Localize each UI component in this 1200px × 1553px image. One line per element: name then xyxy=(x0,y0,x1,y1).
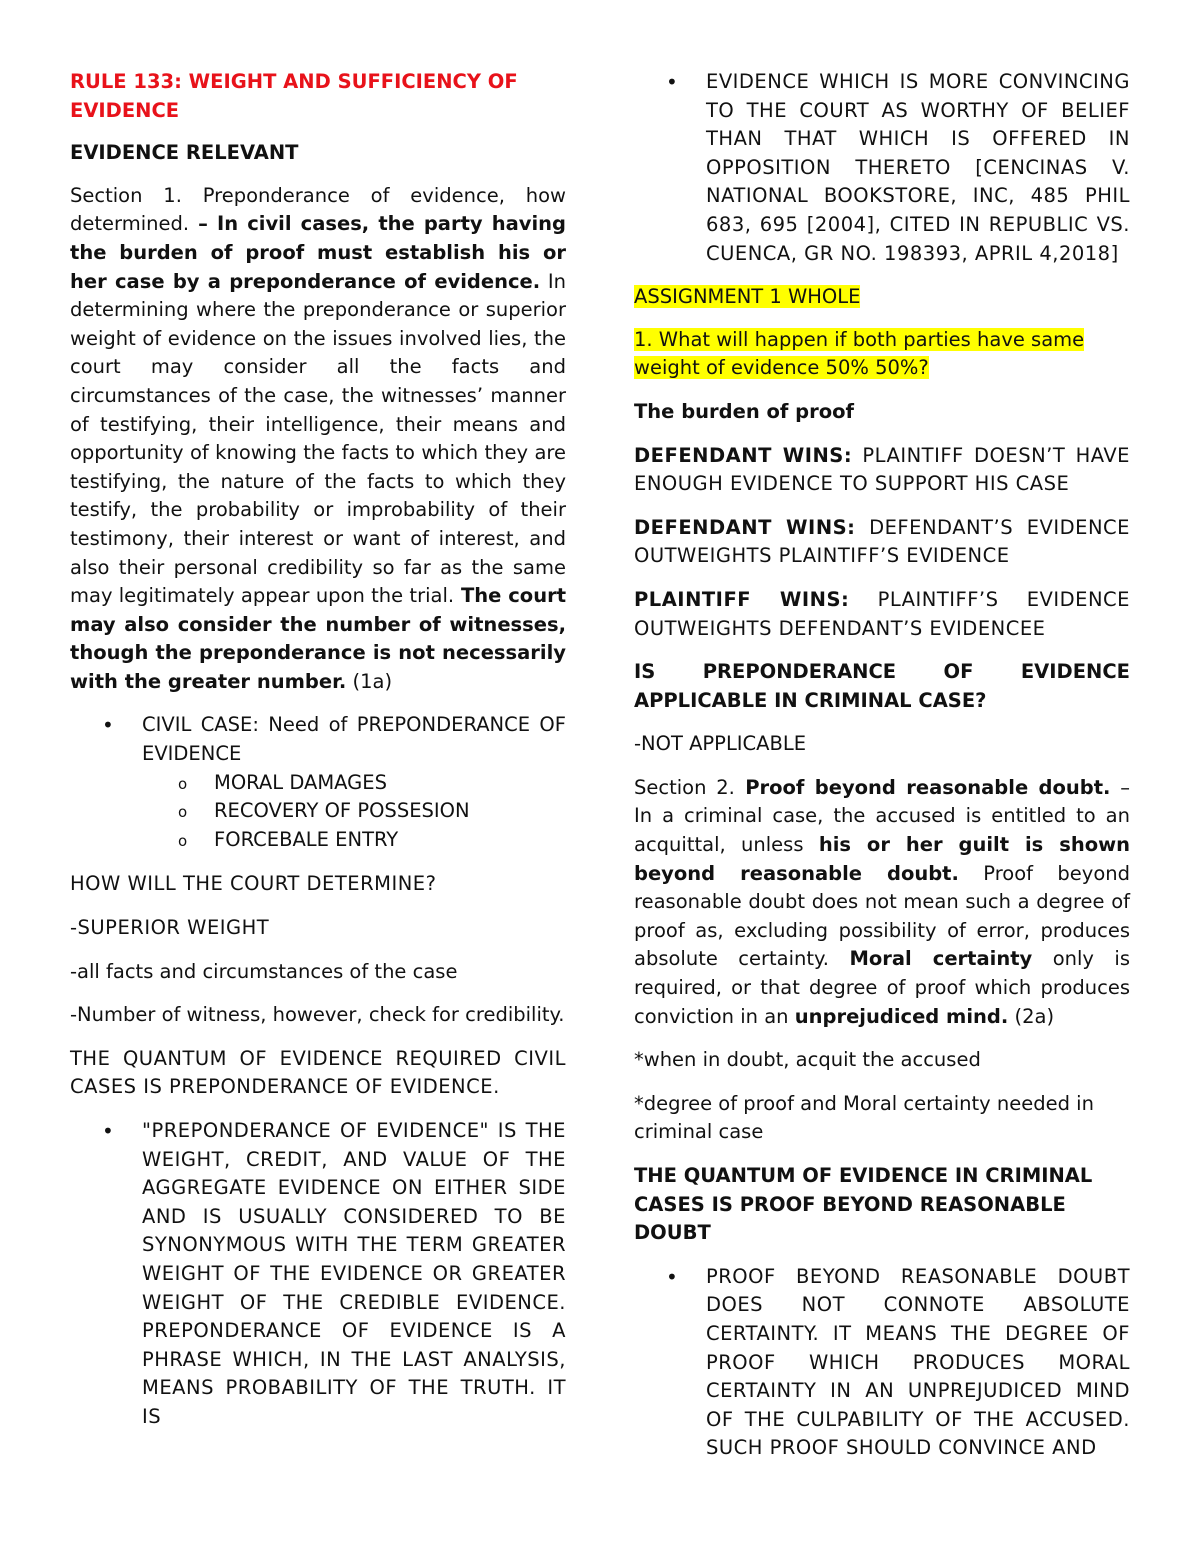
outcome-label: DEFENDANT WINS: xyxy=(634,443,853,467)
question-text: HOW WILL THE COURT DETERMINE? xyxy=(70,872,437,896)
answer-line: -all facts and circumstances of the case xyxy=(70,959,458,983)
list-item-continued xyxy=(634,68,1130,268)
sub-item: o FORCEBALE ENTRY xyxy=(70,826,566,855)
outcome-text: PLAINTIFF’S EVIDENCE OUTWEIGHTS DEFENDANT’S EVIDENCEE xyxy=(634,587,1130,640)
continuation-text: EVIDENCE WHICH IS MORE CONVINCING TO THE COURT AS WORTHY OF BELIEF THAN THAT WHICH IS OFFERED IN OPPOSITION THERETO [CENCINAS V. NATIONAL BOOKSTORE, INC, 485 PHIL 683, 695 [2004], CITED IN REPUBLIC VS. CUENCA, GR NO. 198393, APRIL 4,2018] xyxy=(706,70,1130,265)
question-highlight: 1. What will happen if both parties have same weight of evidence 50% 50%? xyxy=(634,327,1085,380)
criminal-answer: -NOT APPLICABLE xyxy=(634,732,807,756)
sub-item: o MORAL DAMAGES xyxy=(70,769,566,798)
civil-case-text: CIVIL CASE: Need of PREPONDERANCE OF EVIDENCE xyxy=(142,713,566,766)
quantum-statement: THE QUANTUM OF EVIDENCE REQUIRED CIVIL CASES IS PREPONDERANCE OF EVIDENCE. xyxy=(70,1046,566,1099)
note-line: *degree of proof and Moral certainty needed in criminal case xyxy=(634,1091,1094,1144)
outcome-text: PLAINTIFF DOESN’T HAVE ENOUGH EVIDENCE TO SUPPORT HIS CASE xyxy=(634,443,1130,496)
sub-list xyxy=(142,769,566,855)
answer-line: -SUPERIOR WEIGHT xyxy=(70,916,270,940)
section-1-title: Section 1. Preponderance of evidence, how determined. xyxy=(70,183,566,236)
burden-heading: The burden of proof xyxy=(634,399,855,423)
outcome-label: DEFENDANT WINS: xyxy=(634,515,856,539)
criminal-definition-list xyxy=(634,1263,1130,1463)
section-2-title: Section 2. xyxy=(634,775,735,799)
civil-case-list xyxy=(70,711,566,854)
right-column xyxy=(634,68,1130,1479)
definition-continuation xyxy=(634,68,1130,268)
section-2-bold-a: his or her guilt is shown beyond reasonable doubt. xyxy=(634,833,1131,885)
section-heading: EVIDENCE RELEVANT xyxy=(70,141,299,165)
answer-line: -Number of witness, however, check for credibility. xyxy=(70,1003,565,1027)
section-2-heading: Proof beyond reasonable doubt. xyxy=(734,775,1111,799)
definition-list xyxy=(70,1117,566,1432)
outcome-text: DEFENDANT’S EVIDENCE OUTWEIGHTS PLAINTIFF’S EVIDENCE xyxy=(634,515,1130,568)
section-2-body: only is required, or that degree of proof which produces conviction in an xyxy=(634,947,1130,1028)
list-item xyxy=(70,711,566,854)
outcome-3 xyxy=(634,586,1130,643)
section-1-bold-b: The court may also consider the number of witnesses, though the preponderance is not necessarily with the greater number. xyxy=(70,584,567,693)
quantum-statement-criminal: THE QUANTUM OF EVIDENCE IN CRIMINAL CASES IS PROOF BEYOND REASONABLE DOUBT xyxy=(634,1164,1093,1245)
section-2-body: – In a criminal case, the accused is entitled to an acquittal, unless xyxy=(634,775,1130,857)
outcome-label: PLAINTIFF WINS: xyxy=(634,587,850,611)
note-line: *when in doubt, acquit the accused xyxy=(634,1048,981,1072)
criminal-question: IS PREPONDERANCE OF EVIDENCE APPLICABLE IN CRIMINAL CASE? xyxy=(634,660,1130,712)
section-2-body: Proof beyond reasonable doubt does not mean such a degree of proof as, excluding possibility of error, produces absolute certainty. xyxy=(634,861,1130,971)
assignment-heading xyxy=(634,283,1130,312)
list-item: • PROOF BEYOND REASONABLE DOUBT DOES NOT CONNOTE ABSOLUTE CERTAINTY. IT MEANS THE DEGREE OF PROOF WHICH PRODUCES MORAL CERTAINTY IN AN UNPREJUDICED MIND OF THE CULPABILITY OF THE ACCUSED. SUCH PROOF SHOULD CONVINCE AND xyxy=(634,1263,1130,1463)
section-1-body: In determining where the preponderance or superior weight of evidence on the issues involved lies, the court may consider all the facts and circumstances of the case, the witnesses’ manner of testifying, their intelligence, their means and opportunity of knowing the facts to which they are testifying, the nature of the facts to which they testify, the probability or improbability of their testimony, their interest or want of interest, and also their personal credibility so far as the same may legitimately appear upon the trial. xyxy=(70,269,567,608)
sub-item: o RECOVERY OF POSSESION xyxy=(70,797,566,826)
outcome-2 xyxy=(634,514,1130,571)
assignment-label: ASSIGNMENT 1 WHOLE xyxy=(634,285,861,309)
left-column xyxy=(70,68,566,1448)
assignment-question xyxy=(634,326,1130,383)
page-title: RULE 133: WEIGHT AND SUFFICIENCY OF EVIDENCE xyxy=(70,70,518,122)
section-2-ref: (2a) xyxy=(1008,1004,1055,1028)
section-1-paragraph xyxy=(70,182,566,697)
section-2-bold-b: Moral certainty xyxy=(849,947,1033,971)
list-item: • "PREPONDERANCE OF EVIDENCE" IS THE WEIGHT, CREDIT, AND VALUE OF THE AGGREGATE EVIDENCE ON EITHER SIDE AND IS USUALLY CONSIDERED TO BE SYNONYMOUS WITH THE TERM GREATER WEIGHT OF THE EVIDENCE OR GREATER WEIGHT OF THE CREDIBLE EVIDENCE. PREPONDERANCE OF EVIDENCE IS A PHRASE WHICH, IN THE LAST ANALYSIS, MEANS PROBABILITY OF THE TRUTH. IT IS xyxy=(70,1117,566,1432)
section-2-paragraph xyxy=(634,774,1130,1031)
section-2-bold-c: unprejudiced mind. xyxy=(794,1004,1009,1028)
section-1-bold-a: – In civil cases, the party having the burden of proof must establish his or her case by a preponderance of evidence. xyxy=(70,212,566,293)
section-1-ref: (1a) xyxy=(346,669,393,693)
outcome-1 xyxy=(634,442,1130,499)
